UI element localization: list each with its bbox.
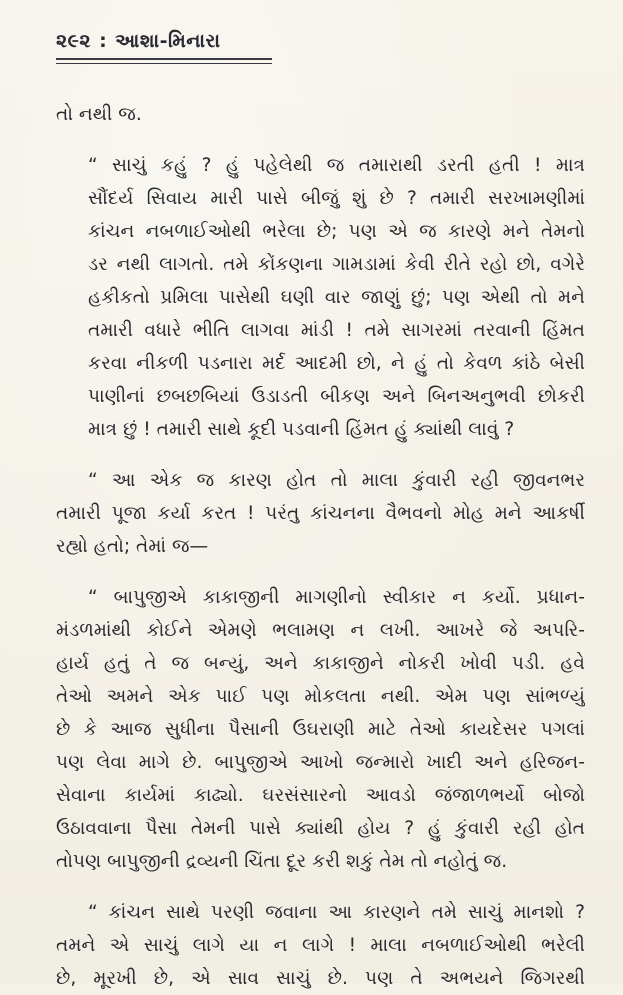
text-line: પાણીનાં છબછબિયાં ઉડાડતી બીકણ અને બિનઅનુભવી છોકરી — [88, 386, 585, 407]
text-line: “ બાપુજીએ કાકાજીની માગણીનો સ્વીકાર ન કર્યો. પ્રધાન- — [88, 587, 585, 608]
text-line: છે કે આજ સુધીના પૈસાની ઉઘરાણી માટે તેઓ કાયદેસર પગલાં — [56, 719, 585, 740]
text-line: સૌંદર્ય સિવાય મારી પાસે બીજું શું છે ? તમારી સરખામણીમાં — [88, 188, 585, 209]
text-line: છે, મૂરખી છે, એ સાવ સાચું છે. પણ તે અભયને જિગરથી — [56, 968, 585, 989]
text-line: તમને એ સાચું લાગે યા ન લાગે ! માલા નબળાઈઓથી ભરેલી — [56, 935, 585, 956]
text-line: તમારી પૂજા કર્યા કરત ! પરંતુ કાંચનના વૈભવનો મોહ મને આકર્ષી — [56, 503, 585, 524]
text-line: મંડળમાંથી કોઈને એમણે ભલામણ ન લખી. આખરે જે અપરિ- — [56, 620, 585, 641]
text-line: કરવા નીકળી પડનારા મર્દ આદમી છો, ને હું તો કેવળ કાંઠે બેસી — [88, 353, 585, 374]
text-line: રહ્યો હતો; તેમાં જ— — [56, 536, 209, 557]
text-line: તમારી વધારે ભીતિ લાગવા માંડી ! તમે સાગરમાં તરવાની હિંમત — [88, 320, 585, 341]
text-line: સેવાના કાર્યમાં કાઢ્યો. ઘરસંસારનો આવડો જંજાળભર્યો બોજો — [56, 785, 585, 806]
text-line: તોપણ બાપુજીની દ્રવ્યની ચિંતા દૂર કરી શકું તેમ તો નહોતું જ. — [56, 851, 508, 872]
text-line: તો નથી જ. — [56, 104, 142, 125]
text-line: ડર નથી લાગતો. તમે કોંકણના ગામડામાં કેવી રીતે રહો છો, વગેરે — [88, 254, 585, 275]
paragraph — [56, 464, 585, 563]
text-line: ઉઠાવવાના પૈસા તેમની પાસે ક્યાંથી હોય ? હું કુંવારી રહી હોત — [56, 818, 585, 839]
header-separator: : — [99, 30, 108, 52]
text-line: માત્ર છું ! તમારી સાથે કૂદી પડવાની હિંમત હું ક્યાંથી લાવું ? — [88, 419, 515, 440]
text-line: પણ લેવા માગે છે. બાપુજીએ આખો જન્મારો ખાદી અને હરિજન- — [56, 752, 585, 773]
text-line: “ કાંચન સાથે પરણી જવાના આ કારણને તમે સાચું માનશો ? — [88, 902, 585, 923]
text-line: હાર્ય હતું તે જ બન્યું, અને કાકાજીને નોકરી ખોવી પડી. હવે — [56, 653, 585, 674]
text-line: “ આ એક જ કારણ હોત તો માલા કુંવારી રહી જીવનભર — [88, 470, 585, 491]
text-line: હકીકતો પ્રમિલા પાસેથી ઘણી વાર જાણું છું; પણ એથી તો મને — [88, 287, 585, 308]
paragraph-continuation — [56, 98, 585, 131]
running-header — [56, 30, 272, 60]
book-title: આશા-મિનારા — [115, 30, 221, 52]
paragraph — [56, 149, 585, 446]
paragraph — [56, 896, 585, 995]
text-line: કાંચન નબળાઈઓથી ભરેલા છે; પણ એ જ કારણે મને તેમનો — [88, 221, 585, 242]
text-line: “ સાચું કહું ? હું પહેલેથી જ તમારાથી ડરતી હતી ! માત્ર — [88, 155, 585, 176]
text-line: તેઓ અમને એક પાઈ પણ મોકલતા નથી. એમ પણ સાંભળ્યું — [56, 686, 585, 707]
paragraph — [56, 581, 585, 878]
page-number: ૨૯૨ — [56, 30, 92, 52]
body-text — [56, 98, 585, 995]
